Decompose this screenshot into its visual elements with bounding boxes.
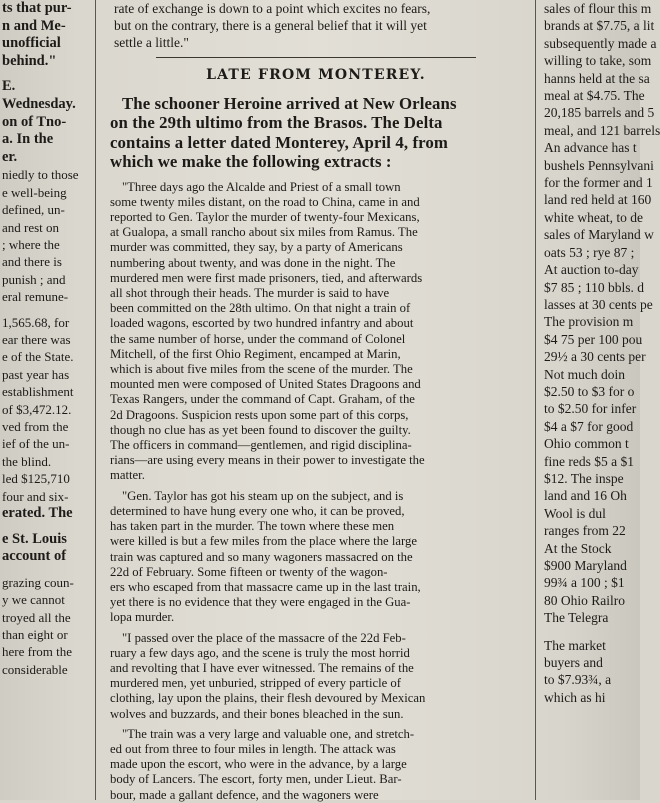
paragraph-line: at Gualopa, a small rancho about six miles from Ramus. The <box>110 225 418 240</box>
text-line: than eight or <box>2 627 68 643</box>
paragraph-line: ers who escaped from that massacre came up in the last train, <box>110 579 421 594</box>
column-rule-right <box>535 0 536 800</box>
paragraph-line: were killed is but a few miles from the place where the large <box>110 534 417 549</box>
paragraph-line: all shot through their heads. The murder is said to have <box>110 286 390 301</box>
text-line: The provision m <box>544 314 634 330</box>
text-line: bushels Pennsylvani <box>544 157 654 173</box>
paragraph-line: rians—are using every means in their power to investigate the <box>110 453 425 468</box>
text-line: Wednesday. <box>2 95 76 112</box>
text-line: the blind. <box>2 453 52 469</box>
text-line: The market <box>544 637 606 653</box>
paragraph-line: loaded wagons, escorted by two hundred infantry and about <box>110 316 414 331</box>
spacer <box>0 566 92 574</box>
text-line: and rest on <box>2 219 60 235</box>
text-line: brands at $7.75, a lit <box>544 18 655 34</box>
paragraph-line: and revolting that I have ever witnessed. The remains of the <box>110 660 414 675</box>
lead-line: contains a letter dated Monterey, April 4, from <box>110 132 448 152</box>
text-line: Not much doin <box>544 366 625 382</box>
text-line: $12. The inspe <box>544 470 624 486</box>
text-line: oats 53 ; rye 87 ; <box>544 244 635 260</box>
text-line: ear there was <box>2 332 71 347</box>
paragraph-line: determined to have hung every one who, it can be proved, <box>110 503 405 518</box>
paragraph-line: ed out from three to four miles in length. The attack was <box>110 741 396 756</box>
paragraph-line: made upon the escort, who were in the advance, by a large <box>110 757 407 772</box>
paragraph-line: lopa murder. <box>110 610 175 625</box>
text-line: ved from the <box>2 419 69 435</box>
article-lead <box>100 94 532 172</box>
spacer <box>540 627 640 637</box>
text-line: land and 16 Oh <box>544 488 627 504</box>
text-line: niedly to those <box>2 167 79 183</box>
text-line: considerable <box>2 661 68 677</box>
paragraph-line: "Gen. Taylor has got his steam up on the subject, and is <box>122 488 404 503</box>
text-line: meal, and 121 barrels <box>544 122 660 138</box>
text-line: sales of Maryland w <box>544 227 654 243</box>
text-line: here from the <box>2 644 73 660</box>
text-line: hanns held at the sa <box>544 70 650 86</box>
text-line: past year has <box>2 366 70 382</box>
text-line: $2.50 to $3 for o <box>544 383 635 399</box>
text-line: but on the contrary, there is a general belief that it will yet <box>114 18 427 33</box>
text-line: willing to take, som <box>544 53 652 69</box>
text-line: 99¾ a 100 ; $1 <box>544 575 625 591</box>
paragraph-line: 22d of February. Some fifteen or twenty of the wagon- <box>110 564 388 579</box>
paragraph-line: been committed on the 28th ultimo. On that night a train of <box>110 301 411 316</box>
text-line: y we cannot <box>2 592 65 608</box>
paragraph-line: murder was committed, they say, by a party of Americans <box>110 240 403 255</box>
paragraph-line: though no clue has as yet been found to discover the guilty. <box>110 422 411 437</box>
paragraph-line: murdered men, yet unburied, stripped of every particle of <box>110 676 402 691</box>
text-line: for the former and 1 <box>544 175 653 191</box>
column-rule-left <box>95 0 96 800</box>
paragraph-line: the same number of horse, under the command of Colonel <box>110 331 406 346</box>
paragraph-line: yet there is no evidence that they were engaged in the Gua- <box>110 595 411 610</box>
text-line: 1,565.68, for <box>2 314 70 330</box>
text-line: buyers and <box>544 655 603 671</box>
text-line: rate of exchange is down to a point which excites no fears, <box>114 1 431 16</box>
text-line: The Telegra <box>544 610 609 626</box>
text-line: establishment <box>2 384 74 400</box>
text-line: which as hi <box>544 689 606 705</box>
spacer <box>0 306 92 314</box>
text-line: At the Stock <box>544 540 612 556</box>
text-line: At auction to-day <box>544 262 639 278</box>
text-line: to $7.93¾, a <box>544 672 612 688</box>
previous-article-ending <box>100 0 532 51</box>
text-line: ief of the un- <box>2 436 70 452</box>
text-line: on of Tno- <box>2 113 67 130</box>
paragraph-line: body of Lancers. The escort, forty men, under Lieut. Bar- <box>110 772 402 787</box>
text-line: led $125,710 <box>2 471 70 487</box>
text-line: 80 Ohio Railro <box>544 592 625 608</box>
paragraph-line: has taken part in the murder. The town where these men <box>110 519 395 534</box>
paragraph-line: clothing, lay upon the plains, their flesh devoured by Mexican <box>110 691 426 706</box>
letter-extracts <box>100 180 532 803</box>
text-line: troyed all the <box>2 609 71 625</box>
middle-column <box>100 0 532 800</box>
paragraph-line: "The train was a very large and valuable one, and stretch- <box>122 726 415 741</box>
text-line: 20,185 barrels and 5 <box>544 105 655 121</box>
article-divider <box>156 57 476 58</box>
text-line: er. <box>2 148 18 165</box>
text-line: and there is <box>2 254 62 270</box>
paragraph-line: mounted men were composed of United States Dragoons and <box>110 377 421 392</box>
text-line: Wool is dul <box>544 505 606 521</box>
text-line: of $3,472.12. <box>2 401 72 417</box>
left-column <box>0 0 92 800</box>
paragraph-line: Texas Rangers, under the command of Capt. Graham, of the <box>110 392 415 407</box>
text-line: meal at $4.75. The <box>544 88 645 104</box>
text-line: ts that pur- <box>2 0 72 16</box>
paragraph-line: ruary a few days ago, and the scene is truly the most horrid <box>110 645 410 660</box>
text-line: behind." <box>2 52 57 69</box>
text-line: 29½ a 30 cents per <box>544 349 646 365</box>
text-line: fine reds $5 a $1 <box>544 453 634 469</box>
text-line: land red held at 160 <box>544 192 652 208</box>
article-headline: LATE FROM MONTEREY. <box>206 67 426 83</box>
paragraph-line: which is about five miles from the scene of the murder. The <box>110 362 413 377</box>
lead-line: on the 29th ultimo from the Brasos. The Delta <box>110 113 443 133</box>
paragraph-line: "Three days ago the Alcalde and Priest of a small town <box>122 179 401 194</box>
text-line: An advance has t <box>544 140 637 156</box>
paragraph-line: "I passed over the place of the massacre of the 22d Feb- <box>122 630 406 645</box>
text-line: $4 75 per 100 pou <box>544 331 643 347</box>
text-line: n and Me- <box>2 17 66 34</box>
text-line: E. <box>2 78 16 95</box>
text-line: white wheat, to de <box>544 209 643 225</box>
text-line: e well-being <box>2 184 67 200</box>
text-line: grazing coun- <box>2 574 74 590</box>
text-line: four and six- <box>2 488 69 504</box>
paragraph-line: reported to Gen. Taylor the murder of twenty-four Mexicans, <box>110 210 420 225</box>
text-line: to $2.50 for infer <box>544 401 637 417</box>
text-line: $7 85 ; 110 bbls. d <box>544 279 645 295</box>
paragraph-line: some twenty miles distant, on the road to China, came in and <box>110 194 420 209</box>
text-line: subsequently made a <box>544 35 657 51</box>
text-line: e of the State. <box>2 349 74 365</box>
text-line: unofficial <box>2 35 61 52</box>
text-line: ranges from 22 <box>544 523 626 539</box>
text-line: lasses at 30 cents pe <box>544 296 653 312</box>
text-line: a. In the <box>2 131 54 148</box>
text-line: account of <box>2 548 67 565</box>
paragraph-line: 2d Dragoons. Suspicion rests upon some part of this corps, <box>110 407 409 422</box>
paragraph-line: The officers in command—gentlemen, and rigid disciplina- <box>110 438 412 453</box>
text-line: Ohio common t <box>544 436 629 452</box>
text-line: erated. The <box>2 505 73 522</box>
lead-line: which we make the following extracts : <box>110 152 392 172</box>
paragraph-line: train was captured and so many wagoners massacred on the <box>110 549 413 564</box>
paragraph-line: Mitchell, of the first Ohio Regiment, encamped at Marin, <box>110 346 401 361</box>
text-line: settle a little." <box>114 35 189 50</box>
text-line: ; where the <box>2 236 60 252</box>
spacer <box>0 523 92 531</box>
text-line: defined, un- <box>2 202 65 218</box>
text-line: sales of flour this m <box>544 1 652 16</box>
text-line: $4 a $7 for good <box>544 418 634 434</box>
lead-line: The schooner Heroine arrived at New Orleans <box>122 94 457 113</box>
paragraph-line: bour, made a gallant defence, and the wagoners were <box>110 787 379 802</box>
text-line: punish ; and <box>2 271 66 287</box>
paragraph-line: murdered men were first made prisoners, tied, and afterwards <box>110 270 423 285</box>
text-line: eral remune- <box>2 289 69 305</box>
text-line: $900 Maryland <box>544 558 627 573</box>
text-line: e St. Louis <box>2 530 67 547</box>
paragraph-line: numbering about twenty, and was done in the night. The <box>110 255 396 270</box>
spacer <box>0 70 92 78</box>
right-column <box>540 0 660 800</box>
paragraph-line: matter. <box>110 468 145 483</box>
paragraph-line: wolves and buzzards, and their bones bleached in the sun. <box>110 706 404 721</box>
